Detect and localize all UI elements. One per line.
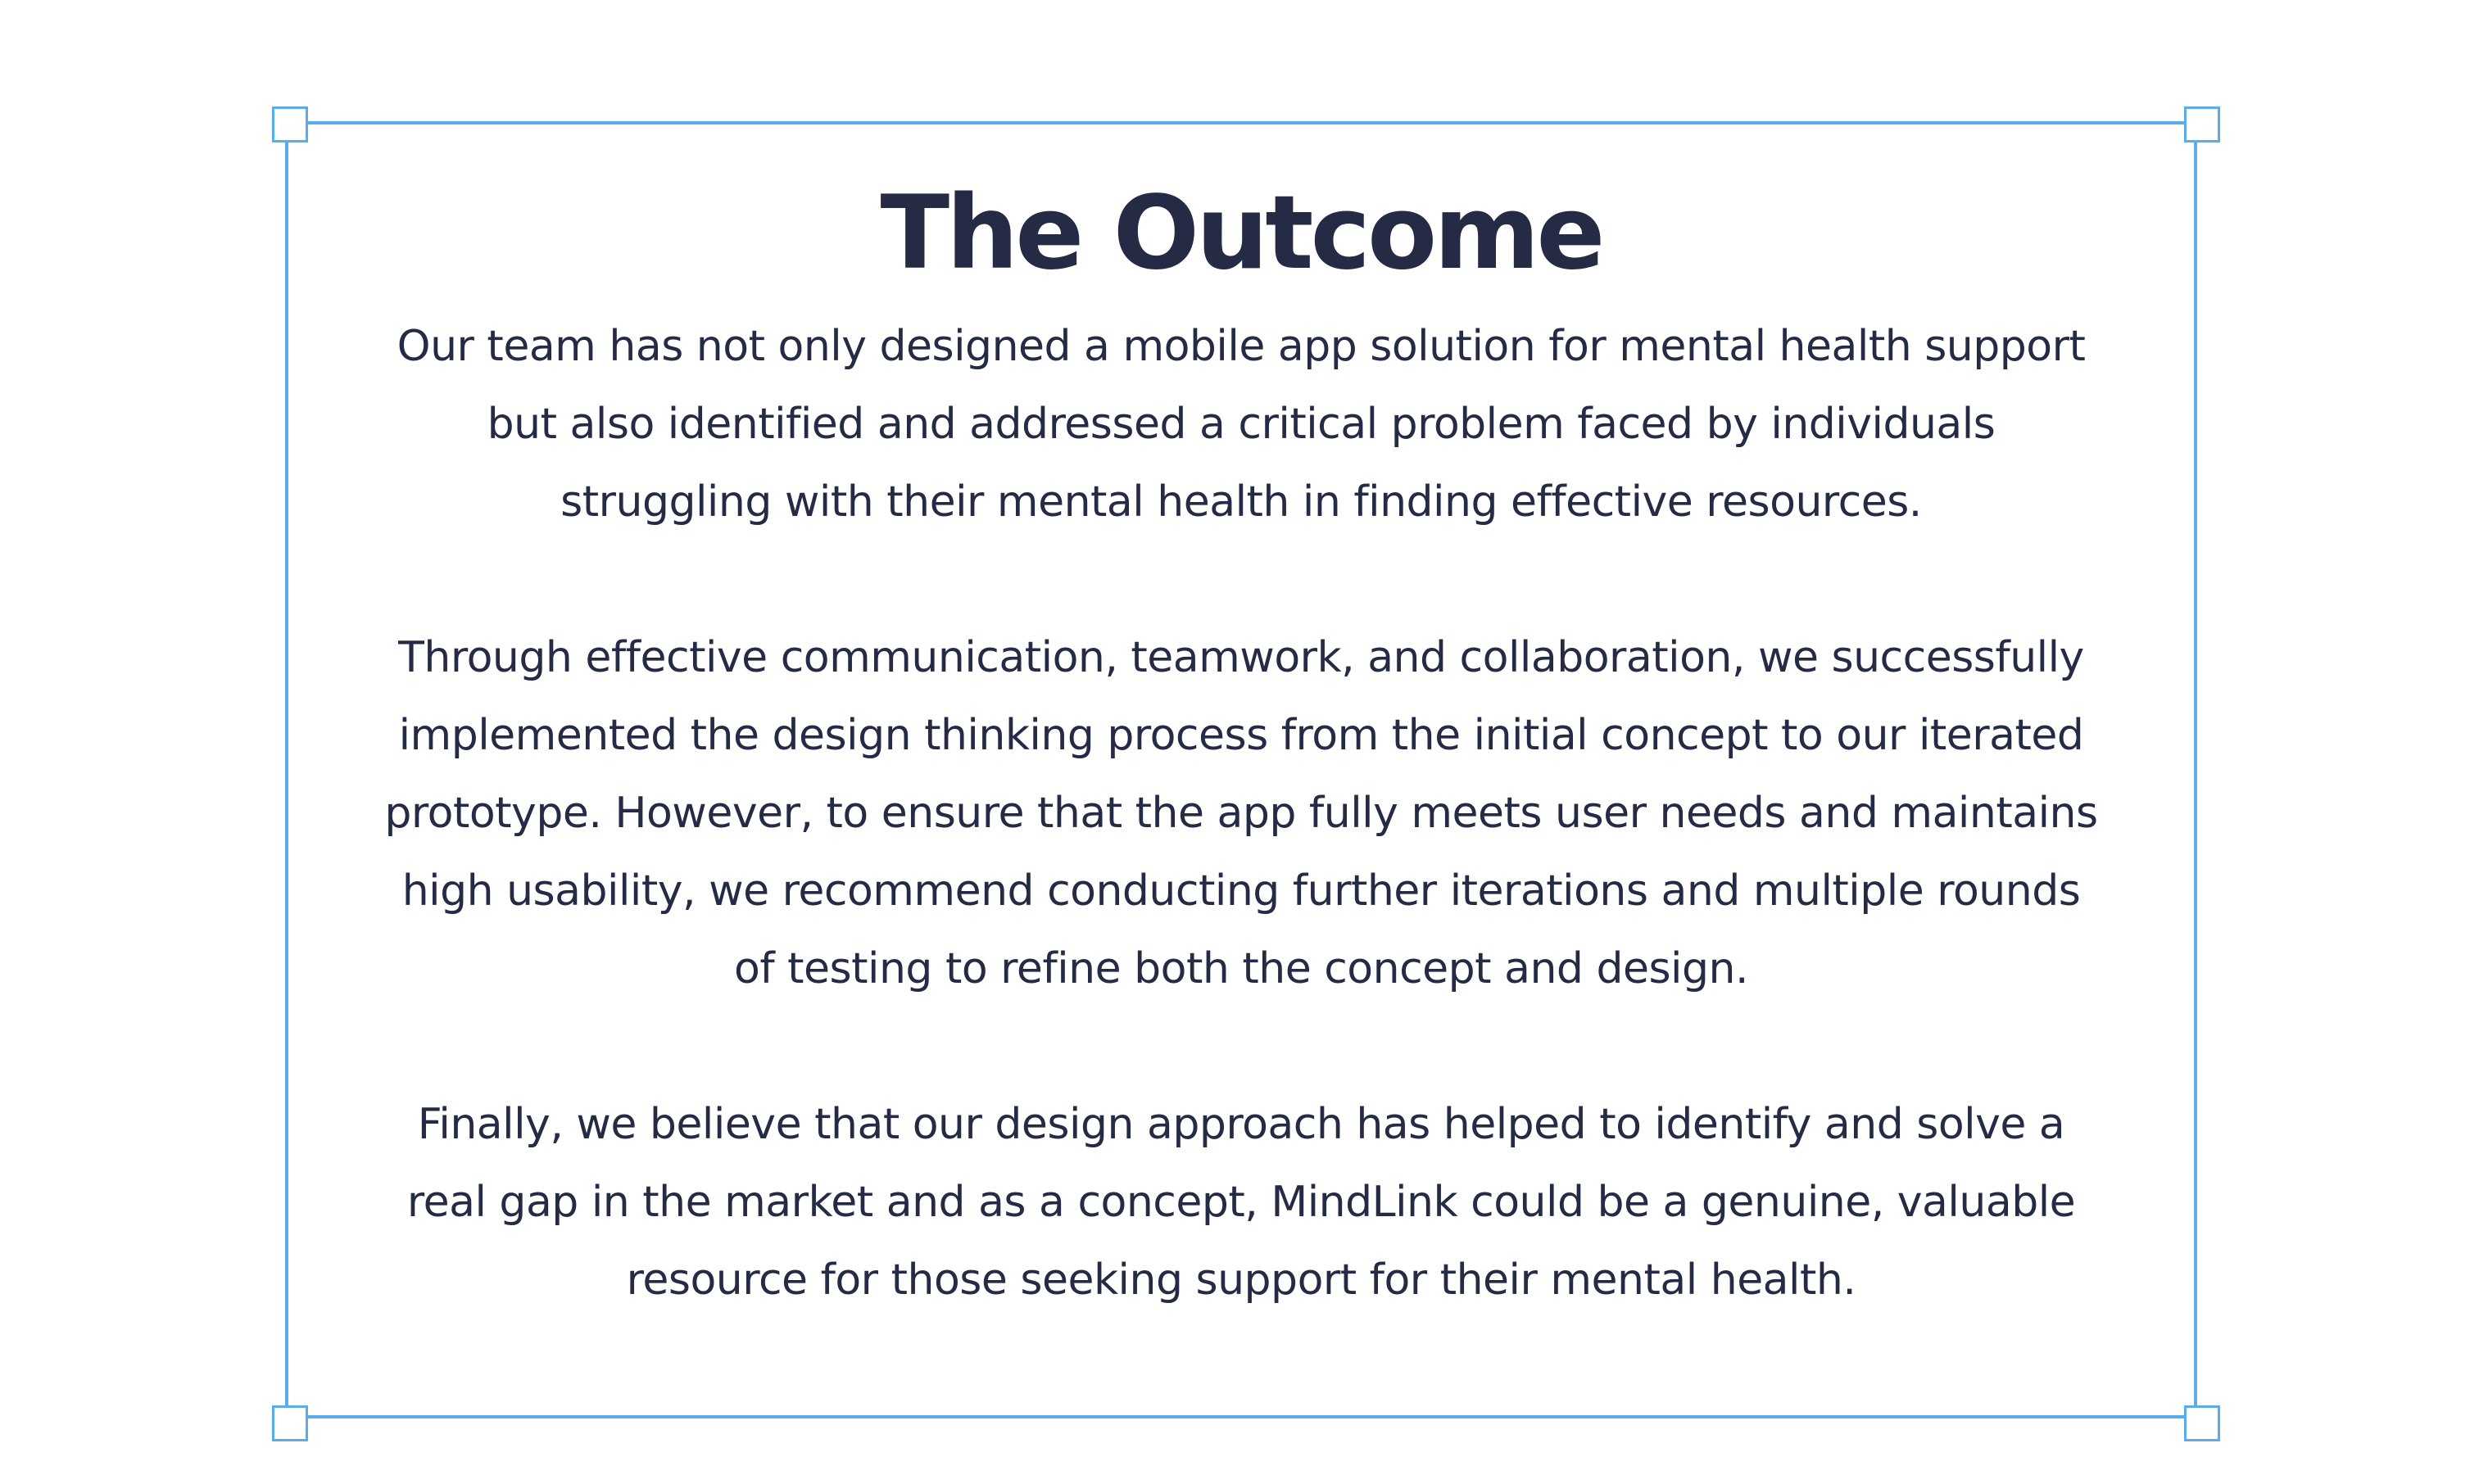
section-title: The Outcome	[880, 174, 1602, 292]
paragraph-process: Through effective communication, teamwork, and collaboration, we successfully implemented the design thinking process from the initial concept to our iterated prototype. However, to ensure that the app fully meets user needs and maintains high usability, we recommend conducting further iterations and multiple rounds of testing to refine both the concept and design.	[384, 633, 2098, 993]
paragraph-intro: Our team has not only designed a mobile app solution for mental health support but also identified and addressed a critical problem faced by individuals struggling with their mental health in finding effective resources.	[397, 322, 2086, 527]
paragraph-conclusion: Finally, we believe that our design approach has helped to identify and solve a real gap in the market and as a concept, MindLink could be a genuine, valuable resource for those seeking support for their mental health.	[406, 1100, 2076, 1305]
text-block[interactable]	[285, 121, 2197, 1418]
